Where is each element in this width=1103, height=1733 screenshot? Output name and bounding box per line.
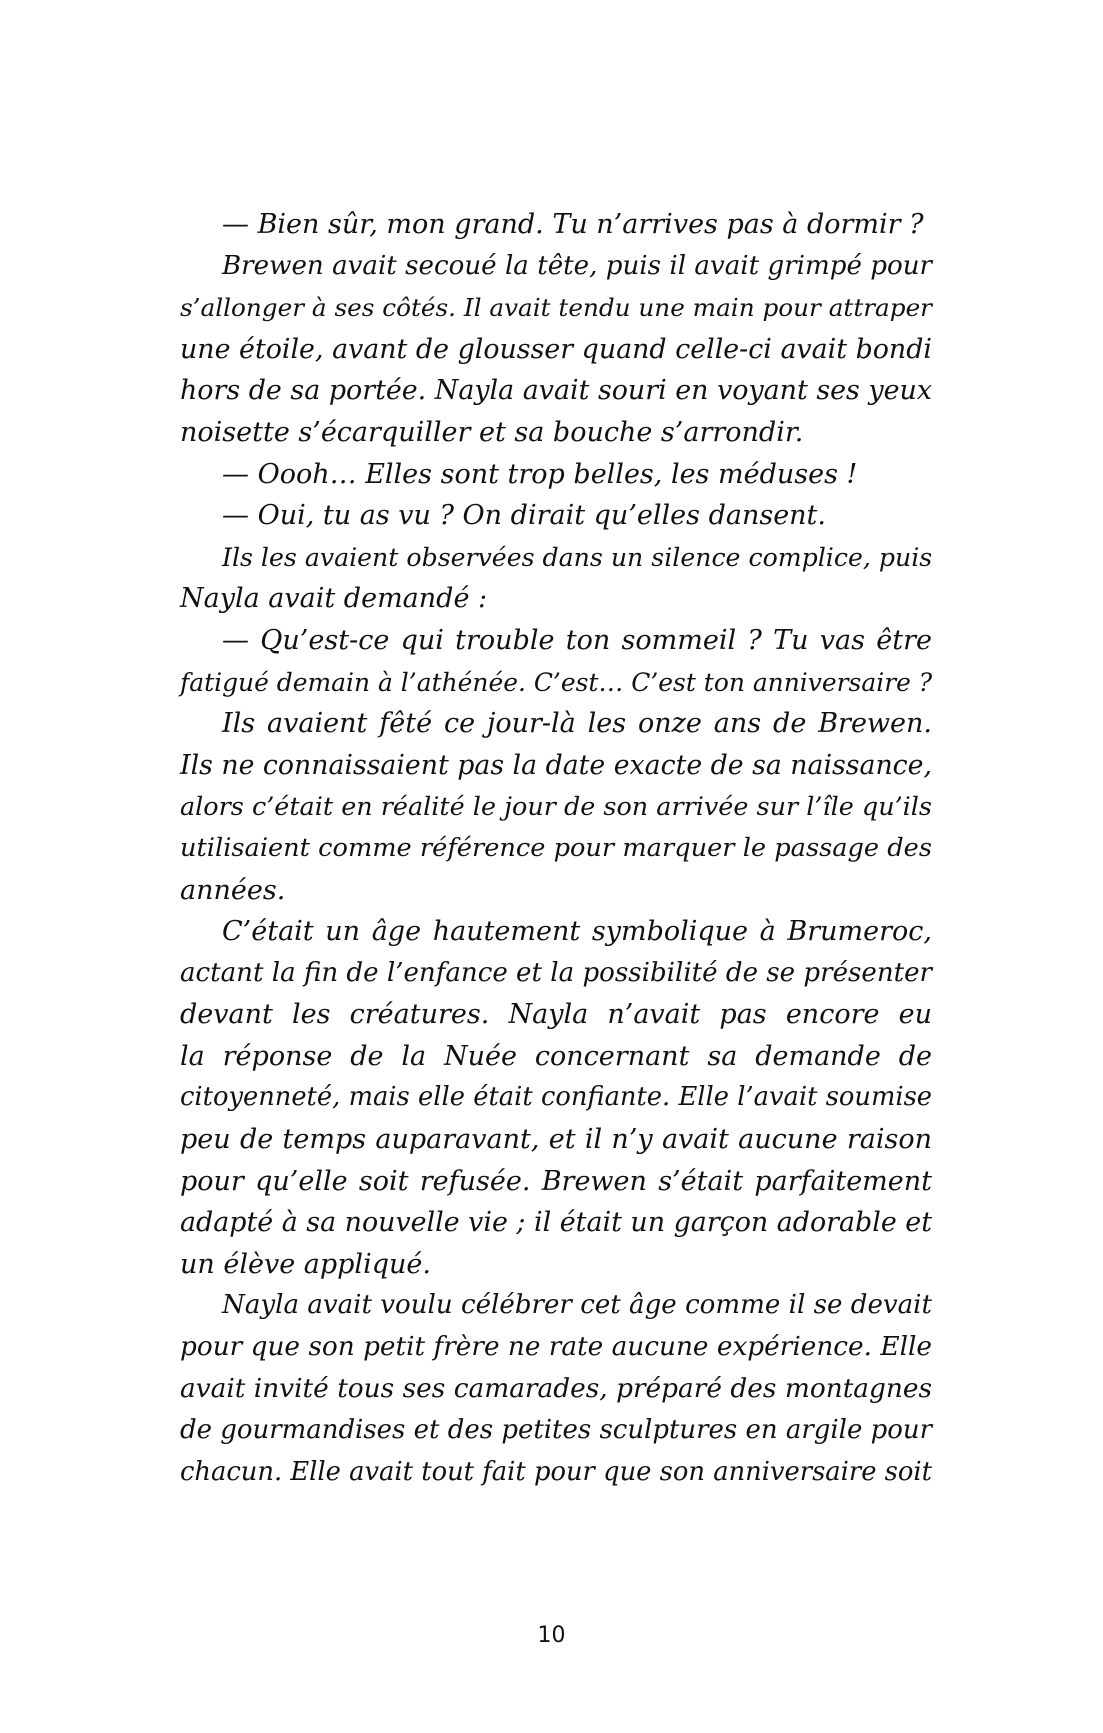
text-line: chacun. Elle avait tout fait pour que son anniversaire soit: [180, 1456, 932, 1487]
text-line: Ils les avaient observées dans un silence complice, puis: [222, 542, 933, 572]
text-line: de gourmandises et des petites sculptures en argile pour: [180, 1415, 932, 1446]
text-line: fatigué demain à l’athénée. C’est… C’est ton anniversaire ?: [180, 667, 933, 697]
body-text: [180, 204, 932, 1493]
page-number: 10: [537, 1623, 566, 1648]
text-line: hors de sa portée. Nayla avait souri en voyant ses yeux: [180, 375, 932, 407]
text-line: peu de temps auparavant, et il n’y avait aucune raison: [180, 1124, 932, 1156]
text-line: — Oooh… Elles sont trop belles, les méduses !: [222, 458, 858, 490]
text-line: Nayla avait demandé :: [180, 583, 488, 615]
text-line: devant les créatures. Nayla n’avait pas encore eu: [180, 999, 932, 1031]
text-line: années.: [180, 874, 286, 906]
text-line: — Qu’est-ce qui trouble ton sommeil ? Tu vas être: [222, 624, 932, 656]
text-line: une étoile, avant de glousser quand celle-ci avait bondi: [180, 333, 932, 365]
text-line: avait invité tous ses camarades, préparé des montagnes: [180, 1373, 932, 1404]
text-line: Ils ne connaissaient pas la date exacte de sa naissance,: [180, 749, 932, 781]
text-line: C’était un âge hautement symbolique à Brumeroc,: [222, 916, 932, 948]
text-line: un élève appliqué.: [180, 1248, 431, 1280]
text-line: — Bien sûr, mon grand. Tu n’arrives pas à dormir ?: [222, 209, 924, 240]
text-line: utilisaient comme référence pour marquer le passage des: [180, 832, 932, 863]
text-line: adapté à sa nouvelle vie ; il était un garçon adorable et: [180, 1207, 932, 1239]
text-line: noisette s’écarquiller et sa bouche s’arrondir.: [180, 416, 804, 448]
text-line: la réponse de la Nuée concernant sa demande de: [180, 1040, 932, 1072]
text-line: alors c’était en réalité le jour de son arrivée sur l’île qu’ils: [180, 791, 932, 822]
text-line: pour que son petit frère ne rate aucune expérience. Elle: [180, 1332, 932, 1363]
text-line: Ils avaient fêté ce jour-là les onze ans de Brewen.: [222, 708, 932, 740]
text-line: Brewen avait secoué la tête, puis il avait grimpé pour: [222, 250, 932, 281]
text-line: — Oui, tu as vu ? On dirait qu’elles dansent.: [222, 500, 826, 532]
text-line: s’allonger à ses côtés. Il avait tendu une main pour attraper: [180, 293, 932, 323]
text-line: pour qu’elle soit refusée. Brewen s’était parfaitement: [180, 1165, 932, 1197]
text-line: actant la fin de l’enfance et la possibilité de se présenter: [180, 957, 932, 988]
text-line: citoyenneté, mais elle était confiante. Elle l’avait soumise: [180, 1082, 932, 1113]
text-line: Nayla avait voulu célébrer cet âge comme il se devait: [222, 1290, 932, 1321]
